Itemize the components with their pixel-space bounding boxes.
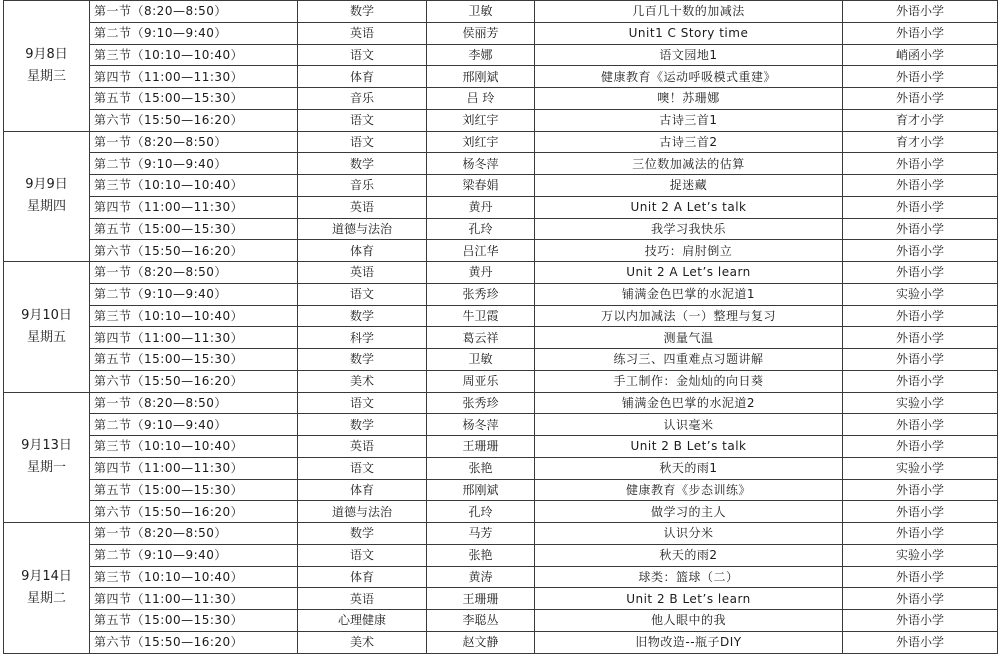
period-cell: 第四节（11:00—11:30） bbox=[90, 588, 298, 610]
teacher-cell: 张艳 bbox=[427, 457, 535, 479]
subject-cell: 语文 bbox=[298, 544, 427, 566]
school-cell: 外语小学 bbox=[843, 88, 998, 110]
table-row bbox=[4, 109, 998, 131]
period-cell: 第二节（9:10—9:40） bbox=[90, 22, 298, 44]
subject-cell: 数学 bbox=[298, 1, 427, 23]
teacher-cell: 卫敏 bbox=[427, 1, 535, 23]
content-cell: 铺满金色巴掌的水泥道2 bbox=[535, 392, 843, 414]
weekday-label: 星期一 bbox=[26, 460, 66, 476]
period-cell: 第三节（10:10—10:40） bbox=[90, 175, 298, 197]
school-cell: 外语小学 bbox=[843, 327, 998, 349]
school-cell: 实验小学 bbox=[843, 283, 998, 305]
content-cell: 秋天的雨2 bbox=[535, 544, 843, 566]
period-cell: 第一节（8:20—8:50） bbox=[90, 1, 298, 23]
school-cell: 育才小学 bbox=[843, 131, 998, 153]
table-row bbox=[4, 131, 998, 153]
table-row bbox=[4, 1, 998, 23]
period-cell: 第五节（15:00—15:30） bbox=[90, 479, 298, 501]
subject-cell: 音乐 bbox=[298, 88, 427, 110]
school-cell: 外语小学 bbox=[843, 631, 998, 653]
date-label: 9月13日 bbox=[21, 438, 72, 454]
table-row bbox=[4, 262, 998, 284]
date-cell bbox=[4, 1, 90, 132]
subject-cell: 数学 bbox=[298, 414, 427, 436]
table-row bbox=[4, 349, 998, 371]
subject-cell: 英语 bbox=[298, 262, 427, 284]
table-row bbox=[4, 523, 998, 545]
table-row bbox=[4, 392, 998, 414]
period-cell: 第六节（15:50—16:20） bbox=[90, 501, 298, 523]
teacher-cell: 周亚乐 bbox=[427, 370, 535, 392]
content-cell: 万以内加减法（一）整理与复习 bbox=[535, 305, 843, 327]
content-cell: 铺满金色巴掌的水泥道1 bbox=[535, 283, 843, 305]
date-cell bbox=[4, 131, 90, 262]
teacher-cell: 张秀珍 bbox=[427, 283, 535, 305]
teacher-cell: 王珊珊 bbox=[427, 436, 535, 458]
period-cell: 第三节（10:10—10:40） bbox=[90, 436, 298, 458]
school-cell: 外语小学 bbox=[843, 175, 998, 197]
period-cell: 第四节（11:00—11:30） bbox=[90, 457, 298, 479]
subject-cell: 英语 bbox=[298, 436, 427, 458]
content-cell: 手工制作：金灿灿的向日葵 bbox=[535, 370, 843, 392]
subject-cell: 数学 bbox=[298, 305, 427, 327]
school-cell: 外语小学 bbox=[843, 349, 998, 371]
school-cell: 外语小学 bbox=[843, 436, 998, 458]
content-cell: 三位数加减法的估算 bbox=[535, 153, 843, 175]
period-cell: 第三节（10:10—10:40） bbox=[90, 44, 298, 66]
school-cell: 外语小学 bbox=[843, 240, 998, 262]
period-cell: 第三节（10:10—10:40） bbox=[90, 566, 298, 588]
teacher-cell: 孔玲 bbox=[427, 218, 535, 240]
school-cell: 外语小学 bbox=[843, 22, 998, 44]
content-cell: Unit1 C Story time bbox=[535, 22, 843, 44]
content-cell: 技巧：肩肘倒立 bbox=[535, 240, 843, 262]
subject-cell: 心理健康 bbox=[298, 610, 427, 632]
school-cell: 外语小学 bbox=[843, 305, 998, 327]
content-cell: 噢！苏珊娜 bbox=[535, 88, 843, 110]
subject-cell: 语文 bbox=[298, 44, 427, 66]
table-row bbox=[4, 327, 998, 349]
period-cell: 第一节（8:20—8:50） bbox=[90, 131, 298, 153]
table-row bbox=[4, 196, 998, 218]
subject-cell: 科学 bbox=[298, 327, 427, 349]
period-cell: 第二节（9:10—9:40） bbox=[90, 283, 298, 305]
subject-cell: 英语 bbox=[298, 196, 427, 218]
table-row bbox=[4, 218, 998, 240]
school-cell: 外语小学 bbox=[843, 1, 998, 23]
teacher-cell: 邢刚斌 bbox=[427, 479, 535, 501]
content-cell: 古诗三首1 bbox=[535, 109, 843, 131]
content-cell: 古诗三首2 bbox=[535, 131, 843, 153]
schedule-table bbox=[3, 0, 998, 654]
table-row bbox=[4, 88, 998, 110]
school-cell: 外语小学 bbox=[843, 588, 998, 610]
teacher-cell: 黄丹 bbox=[427, 196, 535, 218]
table-row bbox=[4, 414, 998, 436]
period-cell: 第二节（9:10—9:40） bbox=[90, 153, 298, 175]
table-row bbox=[4, 305, 998, 327]
date-cell bbox=[4, 392, 90, 523]
teacher-cell: 牛卫霞 bbox=[427, 305, 535, 327]
school-cell: 外语小学 bbox=[843, 370, 998, 392]
content-cell: 秋天的雨1 bbox=[535, 457, 843, 479]
period-cell: 第三节（10:10—10:40） bbox=[90, 305, 298, 327]
date-label: 9月9日 bbox=[25, 177, 68, 193]
date-label: 9月14日 bbox=[21, 568, 72, 584]
content-cell: 球类：篮球（二） bbox=[535, 566, 843, 588]
table-row bbox=[4, 479, 998, 501]
table-row bbox=[4, 44, 998, 66]
period-cell: 第四节（11:00—11:30） bbox=[90, 327, 298, 349]
school-cell: 外语小学 bbox=[843, 523, 998, 545]
teacher-cell: 吕 玲 bbox=[427, 88, 535, 110]
content-cell: Unit 2 A Let’s learn bbox=[535, 262, 843, 284]
schedule-body bbox=[4, 1, 998, 654]
content-cell: 认识毫米 bbox=[535, 414, 843, 436]
teacher-cell: 刘红宇 bbox=[427, 131, 535, 153]
content-cell: Unit 2 B Let’s learn bbox=[535, 588, 843, 610]
subject-cell: 数学 bbox=[298, 349, 427, 371]
date-label: 9月10日 bbox=[21, 307, 72, 323]
subject-cell: 数学 bbox=[298, 523, 427, 545]
subject-cell: 英语 bbox=[298, 22, 427, 44]
content-cell: 语文园地1 bbox=[535, 44, 843, 66]
content-cell: Unit 2 A Let’s talk bbox=[535, 196, 843, 218]
table-row bbox=[4, 631, 998, 653]
weekday-label: 星期四 bbox=[26, 199, 66, 215]
weekday-label: 星期二 bbox=[26, 590, 66, 606]
period-cell: 第二节（9:10—9:40） bbox=[90, 414, 298, 436]
school-cell: 外语小学 bbox=[843, 566, 998, 588]
subject-cell: 语文 bbox=[298, 283, 427, 305]
period-cell: 第六节（15:50—16:20） bbox=[90, 109, 298, 131]
teacher-cell: 杨冬萍 bbox=[427, 414, 535, 436]
table-row bbox=[4, 153, 998, 175]
subject-cell: 美术 bbox=[298, 631, 427, 653]
period-cell: 第五节（15:00—15:30） bbox=[90, 349, 298, 371]
period-cell: 第六节（15:50—16:20） bbox=[90, 370, 298, 392]
table-row bbox=[4, 240, 998, 262]
table-row bbox=[4, 566, 998, 588]
content-cell: 他人眼中的我 bbox=[535, 610, 843, 632]
period-cell: 第四节（11:00—11:30） bbox=[90, 66, 298, 88]
date-cell bbox=[4, 262, 90, 393]
content-cell: 我学习我快乐 bbox=[535, 218, 843, 240]
period-cell: 第一节（8:20—8:50） bbox=[90, 262, 298, 284]
period-cell: 第六节（15:50—16:20） bbox=[90, 631, 298, 653]
table-row bbox=[4, 283, 998, 305]
period-cell: 第五节（15:00—15:30） bbox=[90, 610, 298, 632]
table-row bbox=[4, 436, 998, 458]
teacher-cell: 吕江华 bbox=[427, 240, 535, 262]
school-cell: 育才小学 bbox=[843, 109, 998, 131]
subject-cell: 体育 bbox=[298, 240, 427, 262]
school-cell: 外语小学 bbox=[843, 479, 998, 501]
table-row bbox=[4, 610, 998, 632]
subject-cell: 美术 bbox=[298, 370, 427, 392]
school-cell: 外语小学 bbox=[843, 501, 998, 523]
school-cell: 外语小学 bbox=[843, 414, 998, 436]
content-cell: 认识分米 bbox=[535, 523, 843, 545]
table-row bbox=[4, 370, 998, 392]
school-cell: 外语小学 bbox=[843, 218, 998, 240]
teacher-cell: 刘红宇 bbox=[427, 109, 535, 131]
content-cell: 健康教育《运动呼吸模式重建》 bbox=[535, 66, 843, 88]
period-cell: 第五节（15:00—15:30） bbox=[90, 88, 298, 110]
date-cell bbox=[4, 523, 90, 654]
content-cell: 做学习的主人 bbox=[535, 501, 843, 523]
subject-cell: 语文 bbox=[298, 109, 427, 131]
period-cell: 第五节（15:00—15:30） bbox=[90, 218, 298, 240]
school-cell: 实验小学 bbox=[843, 544, 998, 566]
subject-cell: 语文 bbox=[298, 392, 427, 414]
table-row bbox=[4, 544, 998, 566]
period-cell: 第四节（11:00—11:30） bbox=[90, 196, 298, 218]
weekday-label: 星期三 bbox=[26, 68, 66, 84]
teacher-cell: 卫敏 bbox=[427, 349, 535, 371]
content-cell: 健康教育《步态训练》 bbox=[535, 479, 843, 501]
school-cell: 外语小学 bbox=[843, 153, 998, 175]
subject-cell: 数学 bbox=[298, 153, 427, 175]
subject-cell: 英语 bbox=[298, 588, 427, 610]
content-cell: 练习三、四重难点习题讲解 bbox=[535, 349, 843, 371]
date-label: 9月8日 bbox=[25, 46, 68, 62]
period-cell: 第一节（8:20—8:50） bbox=[90, 392, 298, 414]
school-cell: 实验小学 bbox=[843, 457, 998, 479]
teacher-cell: 黄涛 bbox=[427, 566, 535, 588]
teacher-cell: 张秀珍 bbox=[427, 392, 535, 414]
period-cell: 第一节（8:20—8:50） bbox=[90, 523, 298, 545]
teacher-cell: 邢刚斌 bbox=[427, 66, 535, 88]
teacher-cell: 李聪丛 bbox=[427, 610, 535, 632]
teacher-cell: 杨冬萍 bbox=[427, 153, 535, 175]
teacher-cell: 王珊珊 bbox=[427, 588, 535, 610]
school-cell: 外语小学 bbox=[843, 66, 998, 88]
table-row bbox=[4, 175, 998, 197]
table-row bbox=[4, 588, 998, 610]
table-row bbox=[4, 66, 998, 88]
content-cell: 旧物改造--瓶子DIY bbox=[535, 631, 843, 653]
subject-cell: 语文 bbox=[298, 457, 427, 479]
teacher-cell: 孔玲 bbox=[427, 501, 535, 523]
content-cell: 捉迷藏 bbox=[535, 175, 843, 197]
school-cell: 峭函小学 bbox=[843, 44, 998, 66]
teacher-cell: 李娜 bbox=[427, 44, 535, 66]
subject-cell: 语文 bbox=[298, 131, 427, 153]
subject-cell: 体育 bbox=[298, 66, 427, 88]
teacher-cell: 葛云祥 bbox=[427, 327, 535, 349]
teacher-cell: 黄丹 bbox=[427, 262, 535, 284]
table-row bbox=[4, 457, 998, 479]
teacher-cell: 侯丽芳 bbox=[427, 22, 535, 44]
weekday-label: 星期五 bbox=[26, 329, 66, 345]
subject-cell: 道德与法治 bbox=[298, 501, 427, 523]
teacher-cell: 梁春娟 bbox=[427, 175, 535, 197]
school-cell: 外语小学 bbox=[843, 610, 998, 632]
teacher-cell: 张艳 bbox=[427, 544, 535, 566]
teacher-cell: 马芳 bbox=[427, 523, 535, 545]
school-cell: 实验小学 bbox=[843, 392, 998, 414]
content-cell: Unit 2 B Let’s talk bbox=[535, 436, 843, 458]
subject-cell: 体育 bbox=[298, 566, 427, 588]
period-cell: 第六节（15:50—16:20） bbox=[90, 240, 298, 262]
teacher-cell: 赵文静 bbox=[427, 631, 535, 653]
subject-cell: 音乐 bbox=[298, 175, 427, 197]
table-row bbox=[4, 501, 998, 523]
subject-cell: 体育 bbox=[298, 479, 427, 501]
content-cell: 测量气温 bbox=[535, 327, 843, 349]
school-cell: 外语小学 bbox=[843, 262, 998, 284]
table-row bbox=[4, 22, 998, 44]
school-cell: 外语小学 bbox=[843, 196, 998, 218]
period-cell: 第二节（9:10—9:40） bbox=[90, 544, 298, 566]
content-cell: 几百几十数的加减法 bbox=[535, 1, 843, 23]
subject-cell: 道德与法治 bbox=[298, 218, 427, 240]
